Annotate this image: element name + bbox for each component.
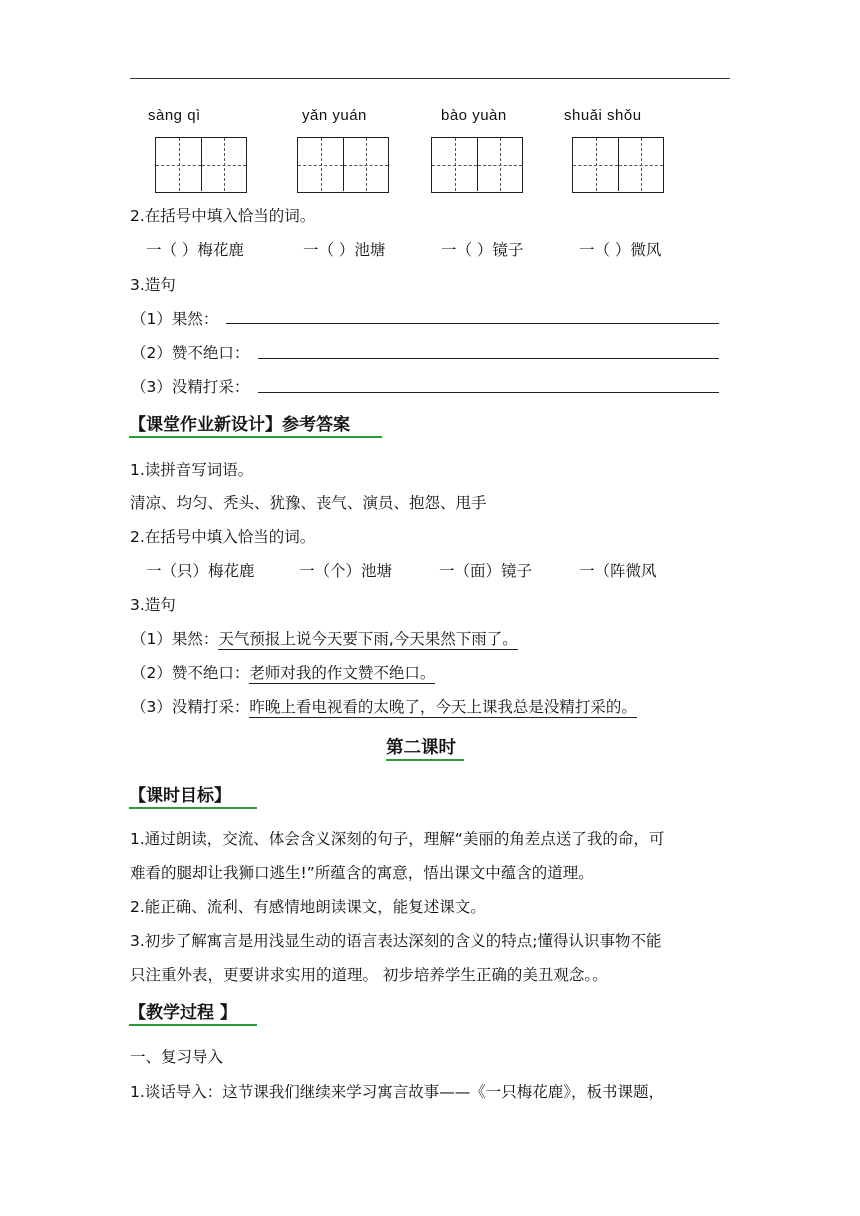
answer-heading: 【课堂作业新设计】参考答案 — [129, 415, 350, 435]
answer-q1-title: 1.读拼音写词语。 — [130, 461, 254, 479]
q3-answer-line-1[interactable] — [226, 323, 719, 324]
goal-line-3: 2.能正确、流利、有感情地朗读课文，能复述课文。 — [130, 898, 486, 916]
pinyin-2: yǎn yuán — [302, 107, 367, 124]
answer-q3-text-3: 昨晚上看电视看的太晚了，今天上课我总是没精打采的。 — [249, 698, 637, 716]
answer-q2-title: 2.在括号中填入恰当的词。 — [130, 528, 316, 546]
q2-title: 2.在括号中填入恰当的词。 — [130, 207, 316, 225]
process-heading-underline — [129, 1024, 257, 1026]
q3-answer-line-2[interactable] — [258, 358, 719, 359]
goal-line-1: 1.通过朗读，交流、体会含义深刻的句子，理解“美丽的角差点送了我的命，可 — [130, 830, 665, 848]
answer-q3-row-2 — [131, 662, 435, 684]
q2-item-3: 一（ ）镜子 — [441, 241, 524, 259]
header-rule — [130, 78, 730, 79]
writing-grid-4[interactable] — [572, 137, 664, 193]
q3-answer-line-3[interactable] — [258, 392, 719, 393]
goals-heading-underline — [129, 807, 257, 809]
goal-line-2: 难看的腿却让我狮口逃生!”所蕴含的寓意，悟出课文中蕴含的道理。 — [130, 864, 594, 882]
answer-q2-item-4: 一（阵微风 — [579, 562, 657, 580]
answer-q2-item-1: 一（只）梅花鹿 — [146, 562, 255, 580]
answer-q3-text-1: 天气预报上说今天要下雨,今天果然下雨了。 — [218, 630, 518, 648]
answer-q3-title: 3.造句 — [130, 596, 176, 614]
answer-q3-row-3 — [131, 696, 637, 718]
answer-q3-label-3: （3）没精打采： — [131, 698, 250, 716]
writing-grid-3[interactable] — [431, 137, 523, 193]
answer-q3-label-2: （2）赞不绝口： — [131, 664, 250, 682]
q2-item-1: 一（ ）梅花鹿 — [146, 241, 244, 259]
process-line-1: 一、复习导入 — [130, 1048, 224, 1066]
q3-title: 3.造句 — [130, 276, 176, 294]
goal-line-5: 只注重外表，更要讲求实用的道理。 初步培养学生正确的美丑观念。。 — [130, 966, 608, 984]
answer-q3-text-2: 老师对我的作文赞不绝口。 — [249, 664, 436, 682]
q2-item-4: 一（ ）微风 — [579, 241, 662, 259]
process-line-2: 1.谈话导入：这节课我们继续来学习寓言故事——《一只梅花鹿》，板书课题， — [130, 1083, 665, 1101]
goals-heading: 【课时目标】 — [129, 786, 231, 806]
pinyin-3: bào yuàn — [441, 107, 507, 124]
pinyin-1: sàng qì — [148, 107, 201, 124]
answer-q3-label-1: （1）果然： — [131, 630, 219, 648]
answer-q2-item-2: 一（个）池塘 — [299, 562, 393, 580]
answer-q3-row-1 — [131, 628, 518, 650]
lesson-title: 第二课时 — [386, 738, 456, 758]
writing-grid-2[interactable] — [297, 137, 389, 193]
process-heading: 【教学过程 】 — [129, 1003, 237, 1023]
answer-heading-underline — [129, 436, 382, 438]
q3-label-2: （2）赞不绝口： — [131, 344, 250, 362]
lesson-title-underline — [386, 759, 464, 761]
answer-q2-item-3: 一（面）镜子 — [439, 562, 533, 580]
writing-grid-1[interactable] — [155, 137, 247, 193]
q2-item-2: 一（ ）池塘 — [303, 241, 386, 259]
q3-label-3: （3）没精打采： — [131, 378, 250, 396]
q3-label-1: （1）果然： — [131, 310, 219, 328]
pinyin-4: shuǎi shǒu — [564, 107, 642, 124]
answer-q1-words: 清凉、均匀、秃头、犹豫、丧气、演员、抱怨、甩手 — [130, 494, 487, 512]
goal-line-4: 3.初步了解寓言是用浅显生动的语言表达深刻的含义的特点;懂得认识事物不能 — [130, 932, 662, 950]
